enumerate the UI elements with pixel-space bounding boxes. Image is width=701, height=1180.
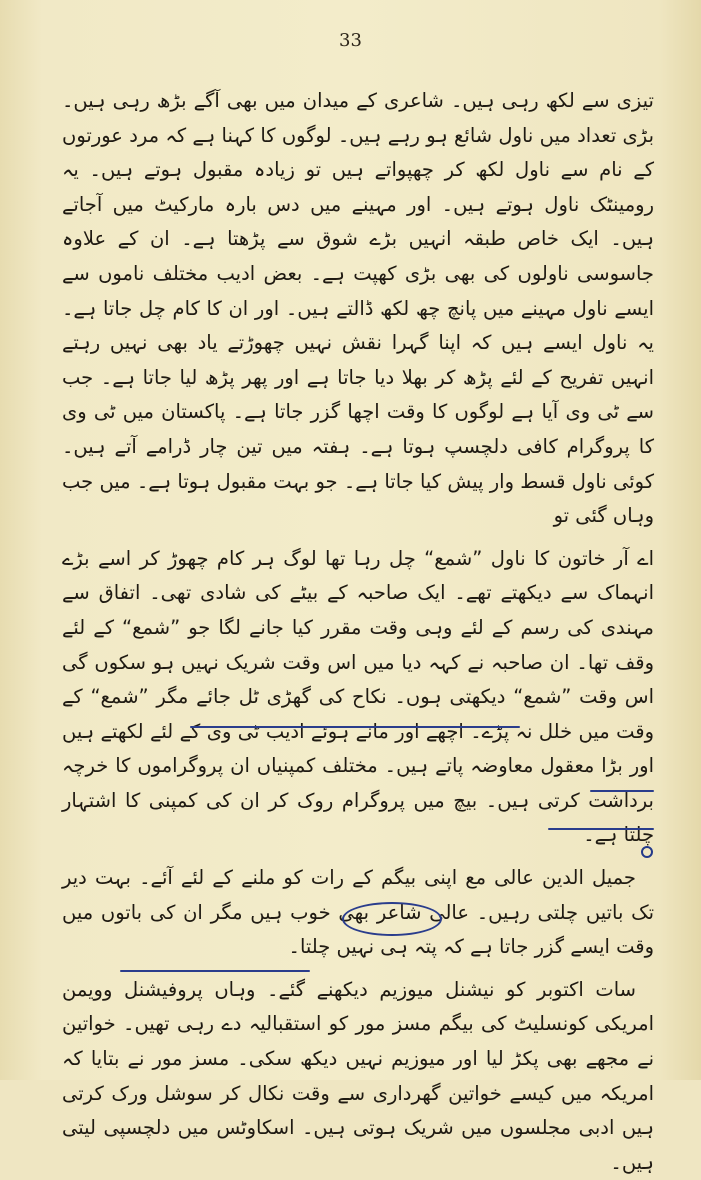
pen-underline-pata-nahin [548,828,654,830]
pen-circle-istaqbalia [342,902,442,936]
paragraph-novels-tv: تیزی سے لکھ رہی ہیں۔ شاعری کے میدان میں بھی آگے بڑھ رہی ہیں۔ بڑی تعداد میں ناول شائع ہو رہے ہیں۔ لوگوں کا کہنا ہے کہ مرد عورتوں کے نام سے ناول لکھ کر چھپواتے ہیں تو زیادہ مقبول ہوتے ہیں۔ یہ رومینٹک ناول ہوتے ہیں۔ اور مہینے میں دس بارہ مارکیٹ میں آجاتے ہیں۔ ایک خاص طبقہ انہیں بڑے شوق سے پڑھتا ہے۔ ان کے علاوہ جاسوسی ناولوں کی بھی بڑی کھپت ہے۔ بعض ادیب مختلف ناموں سے ایسے ناول مہینے میں پانچ چھ لکھ ڈالتے ہیں۔ اور ان کا کام چل جاتا ہے۔ یہ ناول ایسے ہیں کہ اپنا گہرا نقش نہیں چھوڑتے یاد بھی نہیں رہتے انہیں تفریح کے لئے پڑھ کر بھلا دیا جاتا ہے اور پھر پڑھ لیا جاتا ہے۔ جب سے ٹی وی آیا ہے لوگوں کا وقت اچھا گزر جاتا ہے۔ پاکستان میں ٹی وی کا پروگرام کافی دلچسپ ہوتا ہے۔ ہفتہ میں تین چار ڈرامے آتے ہیں۔ کوئی ناول قسط وار پیش کیا جاتا ہے۔ جو بہت مقبول ہوتا ہے۔ میں جب وہاں گئی تو [62,89,654,528]
margin-circle-mark [641,846,653,858]
pen-underline-ghardari [120,970,310,972]
pen-underline-baatein [590,790,654,792]
paragraph-national-museum: سات اکتوبر کو نیشنل میوزیم دیکھنے گئے۔ وہاں پروفیشنل وویمن امریکی کونسلیٹ کی بیگم مسز مور کو استقبالیہ دے رہی تھیں۔ خواتین نے مجھے بھی پکڑ لیا اور میوزیم نہیں دیکھ سکی۔ مسز مور نے بتایا کہ امریکہ میں کیسے خواتین گھرداری سے وقت نکال کر سوشل ورک کرتی ہیں ادبی مجلسوں میں شریک ہوتی ہیں۔ اسکاوٹس میں دلچسپی لیتی ہیں۔ [62,977,654,1174]
page-number: 33 [339,30,362,51]
pen-underline-advert [190,726,520,728]
paragraph-shama-drama: اے آر خاتون کا ناول ”شمع“ چل رہا تھا لوگ ہر کام چھوڑ کر اسے بڑے انہماک سے دیکھتے تھے۔ ایک صاحبہ کے بیٹے کی شادی تھی۔ اتفاق سے مہندی کی رسم کے لئے وہی وقت مقرر کیا جانے لگا جو ”شمع“ کے لئے وقف تھا۔ ان صاحبہ نے کہہ دیا میں اس وقت شریک نہیں ہو سکوں گی اس وقت ”شمع“ دیکھتی ہوں۔ نکاح کی گھڑی ٹل جائے مگر ”شمع“ کے وقت میں خلل نہ پڑے۔ اچھے اور مانے ہوئے ادیب ٹی وی کے لئے لکھتے ہیں اور بڑا معقول معاوضہ پاتے ہیں۔ مختلف کمپنیاں ان پروگراموں کا خرچہ برداشت کرتی ہیں۔ بیچ میں پروگرام روک کر ان کی کمپنی کا اشتہار چلتا ہے۔ [62,546,654,847]
paragraph-jamiluddin-aali: جمیل الدین عالی مع اپنی بیگم کے رات کو ملنے کے لئے آئے۔ بہت دیر تک باتیں چلتی رہیں۔ عالی شاعر بھی خوب ہیں مگر ان کی باتوں میں وقت ایسے گزر جاتا ہے کہ پتہ ہی نہیں چلتا۔ [62,866,654,959]
page-text [62,84,654,1180]
